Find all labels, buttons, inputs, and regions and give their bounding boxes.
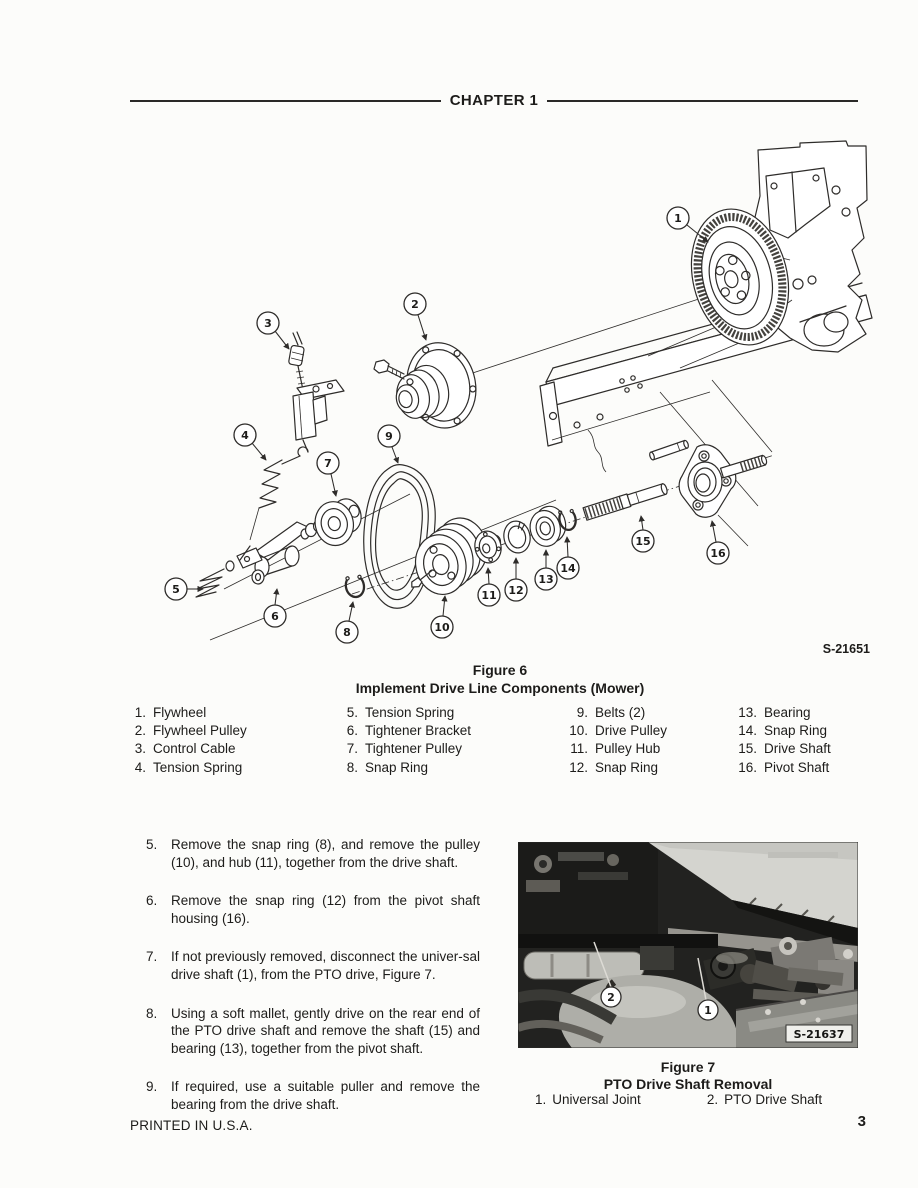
legend-item-2: 2. PTO Drive Shaft [706,1092,823,1107]
fig6-callout-6 [264,589,286,627]
part-item: 5. Tension Spring [346,705,455,720]
part-item: 3. Control Cable [134,741,236,757]
part-item: 9. Belts (2) [576,705,646,720]
svg-text:1: 1 [674,212,682,225]
tightener-pulley-part [311,496,366,549]
fig6-callout-14 [557,537,579,579]
control-cable-part [288,332,344,456]
svg-text:12: 12 [508,584,524,597]
svg-text:7: 7 [324,457,332,470]
svg-text:14: 14 [560,562,576,575]
parts-column-3 [562,704,667,777]
fig6-callout-16 [707,521,729,564]
chapter-header [130,92,858,108]
svg-text:10: 10 [434,621,450,634]
part-item: 11. Pulley Hub [570,741,661,757]
fig6-callout-15 [632,516,654,552]
figure7-legend [518,1092,858,1107]
header-rule-right [547,100,858,102]
instruction-item-8: 8. Using a soft mallet, gently drive on the rear end of the PTO drive shaft and remove the shaft (15) and bearing (13), together from the pivot shaft. [146,1005,480,1056]
part-item: 7. Tightener Pulley [346,741,463,757]
fig6-callout-12 [505,558,527,601]
part-item: 2. Flywheel Pulley [134,723,247,739]
fig7-callout-2 [601,987,621,1007]
instructions-list [146,836,480,1135]
svg-text:3: 3 [264,317,272,330]
fig6-callout-8 [336,602,358,643]
svg-text:4: 4 [241,429,249,442]
figure7-title: Figure 7 [660,1059,716,1075]
part-item: 10. Drive Pulley [569,723,668,739]
svg-text:8: 8 [343,626,351,639]
part-item: 8. Snap Ring [346,759,429,775]
fig6-callout-7 [317,452,339,496]
svg-text:2: 2 [607,991,615,1004]
fig6-callout-13 [535,550,557,590]
tightener-bracket-part [237,521,323,578]
figure7-photo [518,842,858,1048]
svg-text:9: 9 [385,430,393,443]
page-number: 3 [857,1113,866,1130]
pivot-shaft-part [649,440,768,517]
snap-ring-12-part [501,519,533,556]
legend-item-1: 1. Universal Joint [535,1092,641,1107]
part-item: 16. Pivot Shaft [738,759,830,775]
svg-text:6: 6 [271,610,279,623]
svg-text:S-21637: S-21637 [793,1028,845,1041]
pulley-bolt [374,360,404,379]
fig7-callout-1 [698,1000,718,1020]
parts-column-4 [731,704,831,777]
photo-id-label [786,1025,852,1042]
part-item: 6. Tightener Bracket [346,723,472,739]
flywheel-pulley-part [386,336,483,437]
parts-column-1 [120,704,247,777]
figure7-subtitle: PTO Drive Shaft Removal [603,1075,773,1092]
figure6-caption [130,661,870,697]
fig6-callout-11 [478,568,500,606]
svg-text:2: 2 [411,298,419,311]
fig6-callout-10 [431,596,453,638]
parts-column-2 [332,704,471,777]
instruction-item-7: 7. If not previously removed, disconnect the univer-sal drive shaft (1), from the PTO drive, Figure 7. [146,949,480,982]
part-item: 15. Drive Shaft [738,741,831,757]
fig6-callout-9 [378,425,400,463]
chapter-title: CHAPTER 1 [449,91,539,109]
header-rule-left [130,100,441,102]
part-item: 13. Bearing [738,705,811,720]
fig6-callout-1 [667,207,708,242]
instruction-item-6: 6. Remove the snap ring (12) from the pivot shaft housing (16). [146,893,480,926]
snap-ring-8-part [344,574,366,599]
part-item: 12. Snap Ring [569,759,659,775]
figure6-diagram [130,130,880,645]
svg-text:16: 16 [710,547,726,560]
frame-tube [524,952,644,979]
fig6-callout-3 [257,312,289,349]
figure7-caption [518,1059,858,1092]
small-spring-part [196,561,264,597]
fig6-callout-2 [404,293,426,340]
part-item: 4. Tension Spring [134,759,243,775]
part-item: 1. Flywheel [134,705,207,720]
svg-text:11: 11 [481,589,497,602]
svg-text:1: 1 [704,1004,712,1017]
svg-text:5: 5 [172,583,180,596]
figure6-photo-ref: S-21651 [822,642,870,656]
instruction-item-5: 5. Remove the snap ring (8), and remove the pulley (10), and hub (11), together from the drive shaft. [146,837,480,870]
svg-text:15: 15 [635,535,651,548]
figure6-title: Figure 6 [472,662,528,678]
part-item: 14. Snap Ring [738,723,828,739]
drive-shaft-part [583,482,668,520]
figure6-subtitle: Implement Drive Line Components (Mower) [355,680,645,696]
printed-in-usa-note: PRINTED IN U.S.A. [130,1118,253,1133]
fig6-callout-4 [234,424,266,460]
svg-text:13: 13 [538,573,554,586]
instruction-item-9: 9. If required, use a suitable puller and remove the bearing from the drive shaft. [146,1079,480,1112]
